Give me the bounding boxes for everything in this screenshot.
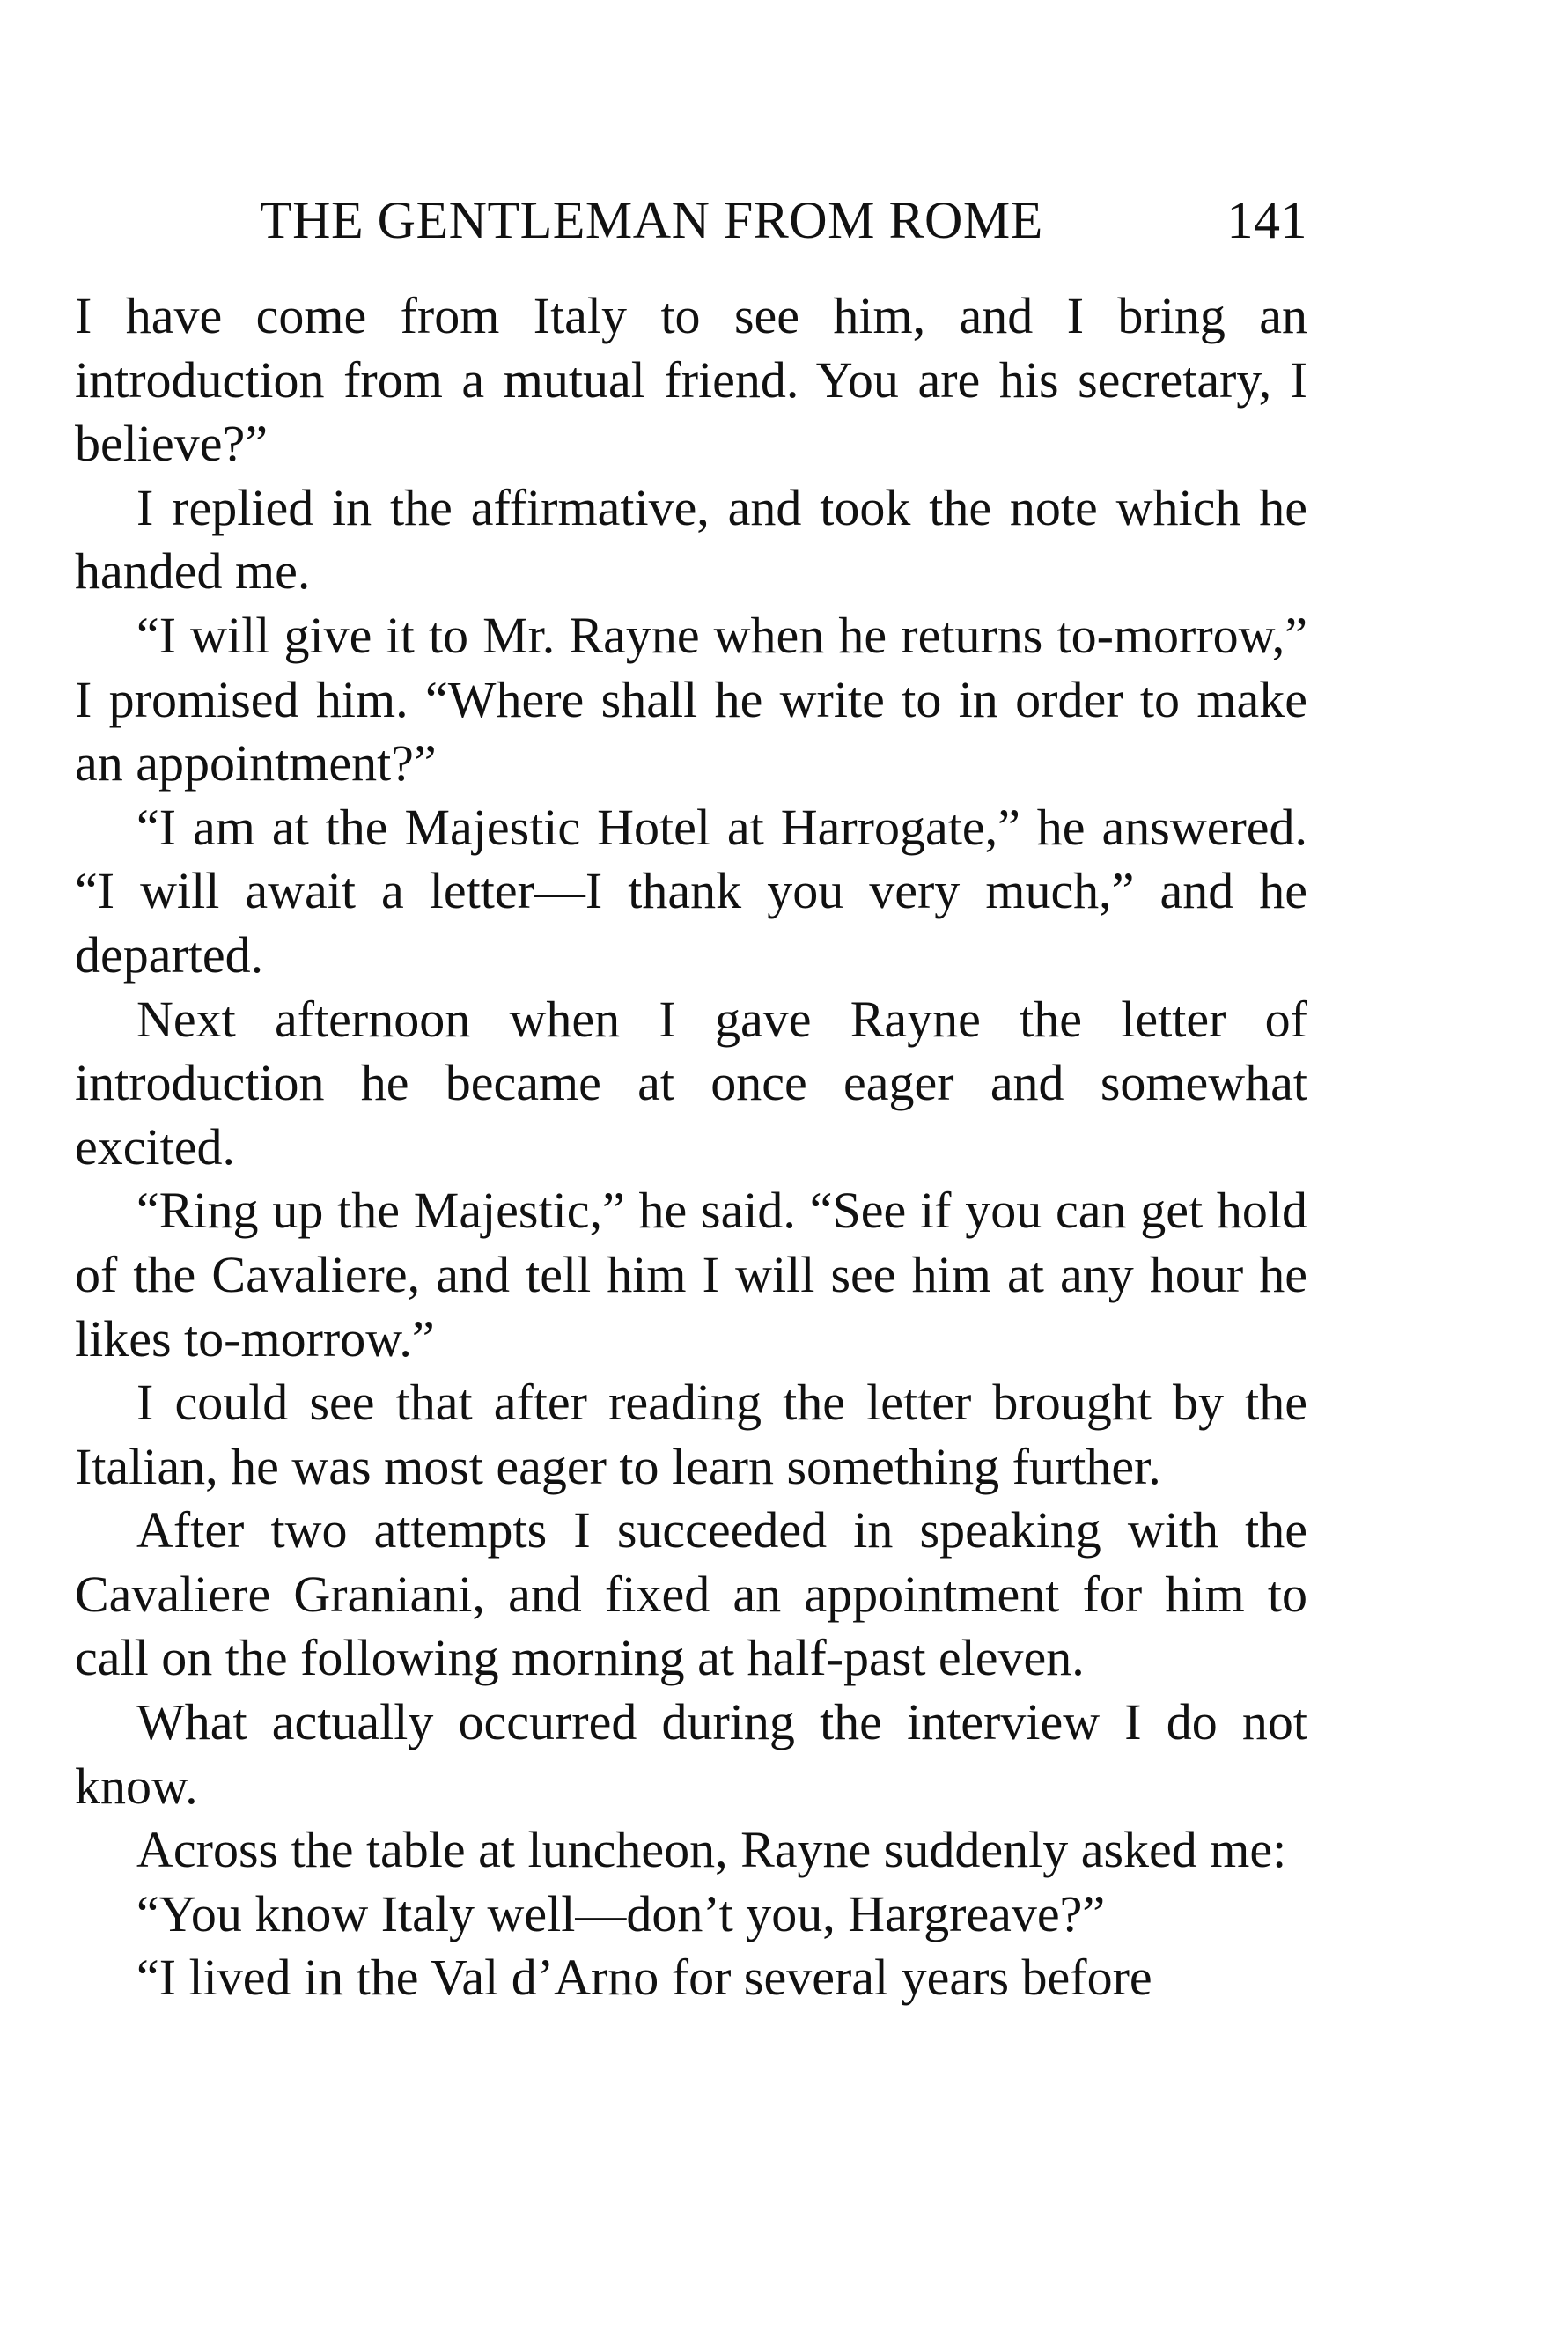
paragraph: After two attempts I succeeded in speaking with the Cavaliere Graniani, and fixed an appointment for him to call on the following morning at half-past eleven. [75,1501,1307,1687]
running-header [260,185,1307,255]
page-number: 141 [1226,191,1307,249]
paragraph: “I am at the Majestic Hotel at Harrogate,” he answered. “I will await a letter—I thank you very much,” and he departed. [75,798,1307,984]
paragraph: What actually occurred during the interview I do not know. [75,1693,1307,1815]
paragraph: I could see that after reading the letter brought by the Italian, he was most eager to learn something further. [75,1374,1307,1495]
paragraph: Across the table at luncheon, Rayne suddenly asked me: [136,1821,1287,1879]
page-body [75,284,1307,2010]
running-title: THE GENTLEMAN FROM ROME [260,191,1043,249]
paragraph: “I will give it to Mr. Rayne when he returns to-morrow,” I promised him. “Where shall he write to in order to make an appointment?” [75,606,1307,792]
paragraph: I replied in the affirmative, and took the note which he handed me. [75,478,1307,601]
paragraph: “Ring up the Majestic,” he said. “See if you can get hold of the Cavaliere, and tell him I will see him at any hour he likes to-morrow.” [75,1182,1307,1367]
paragraph: Next afternoon when I gave Rayne the letter of introduction he became at once eager and somewhat excited. [75,990,1307,1176]
paragraph: “I lived in the Val d’Arno for several years before [136,1949,1152,2007]
paragraph: I have come from Italy to see him, and I bring an introduction from a mutual friend. You are his secretary, I believe?” [75,287,1307,473]
paragraph: “You know Italy well—don’t you, Hargreave?” [136,1884,1106,1942]
